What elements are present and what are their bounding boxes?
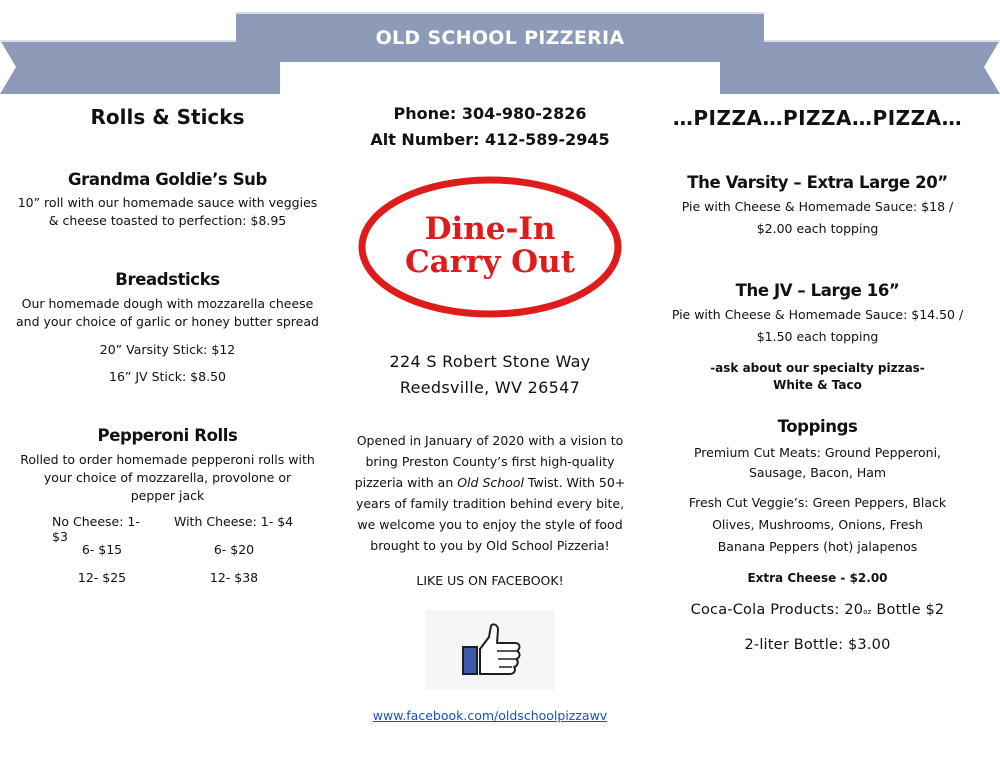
logo-text-carry-out: Carry Out: [404, 244, 576, 280]
item-desc-jv-2: $1.50 each topping: [756, 329, 879, 344]
price-with-cheese-6: 6- $20: [213, 542, 255, 557]
facebook-like-box[interactable]: [425, 610, 555, 690]
address-line-1: 224 S Robert Stone Way: [389, 352, 591, 371]
story-line-5: we welcome you to enjoy the style of food: [357, 517, 623, 532]
specialty-note: -ask about our specialty pizzas-: [710, 361, 925, 375]
price-no-cheese-6: 6- $15: [81, 542, 123, 557]
item-desc-sub-1: 10” roll with our homemade sauce with veggies: [17, 195, 318, 210]
item-desc-breadsticks-1: Our homemade dough with mozzarella cheese: [21, 296, 314, 311]
story-line-2: bring Preston County’s first high-quality: [365, 454, 615, 469]
section-heading-pizza: …PIZZA…PIZZA…PIZZA…: [672, 106, 963, 130]
item-desc-pepperoni-3: pepper jack: [130, 488, 205, 503]
toppings-veggies-3: Banana Peppers (hot) jalapenos: [717, 539, 918, 554]
toppings-meats-1: Premium Cut Meats: Ground Pepperoni,: [693, 445, 942, 460]
item-desc-varsity-2: $2.00 each topping: [756, 221, 879, 236]
toppings-meats-2: Sausage, Bacon, Ham: [748, 465, 887, 480]
item-desc-sub-2: & cheese toasted to perfection: $8.95: [48, 213, 287, 228]
section-heading-rolls-sticks: Rolls & Sticks: [90, 105, 245, 129]
toppings-heading: Toppings: [777, 417, 858, 436]
item-title-pepperoni-rolls: Pepperoni Rolls: [97, 426, 238, 445]
address-line-2: Reedsville, WV 26547: [399, 378, 581, 397]
item-title-sub: Grandma Goldie’s Sub: [68, 170, 267, 189]
story-line-1: Opened in January of 2020 with a vision to: [356, 433, 624, 448]
two-liter-price: 2-liter Bottle: $3.00: [744, 637, 891, 653]
coca-cola-bottle-price: Coca-Cola Products: 20oz Bottle $2: [690, 602, 945, 618]
story-emphasis-old-school: Old School: [457, 475, 524, 490]
specialty-types: White & Taco: [773, 378, 862, 392]
thumbs-up-icon: [461, 622, 523, 678]
dine-in-carry-out-logo: [355, 172, 625, 322]
toppings-veggies-2: Olives, Mushrooms, Onions, Fresh: [712, 517, 923, 532]
extra-cheese-price: Extra Cheese - $2.00: [747, 571, 888, 585]
banner-title: OLD SCHOOL PIZZERIA: [236, 12, 764, 62]
item-desc-pepperoni-1: Rolled to order homemade pepperoni rolls with: [20, 452, 315, 467]
toppings-veggies-1: Fresh Cut Veggie’s: Green Peppers, Black: [688, 495, 947, 510]
facebook-link[interactable]: www.facebook.com/oldschoolpizzawv: [372, 708, 608, 723]
item-desc-pepperoni-2: your choice of mozzarella, provolone or: [43, 470, 292, 485]
story-line-3: pizzeria with an Old School Twist. With 50+: [354, 475, 626, 490]
item-title-breadsticks: Breadsticks: [115, 270, 220, 289]
price-no-cheese-1: No Cheese: 1- $3: [52, 514, 140, 544]
story-line-6: brought to you by Old School Pizzeria!: [370, 538, 610, 553]
item-title-varsity: The Varsity – Extra Large 20”: [687, 173, 948, 192]
alt-phone-number: Alt Number: 412-589-2945: [370, 130, 610, 149]
price-with-cheese-12: 12- $38: [209, 570, 259, 585]
item-title-jv: The JV – Large 16”: [735, 281, 900, 300]
price-with-cheese-1: With Cheese: 1- $4: [174, 514, 294, 529]
item-desc-varsity-1: Pie with Cheese & Homemade Sauce: $18 /: [681, 199, 954, 214]
item-desc-breadsticks-2: and your choice of garlic or honey butter spread: [16, 314, 319, 329]
logo-text-dine-in: Dine-In: [424, 211, 556, 247]
story-line-4: years of family tradition behind every bite,: [355, 496, 625, 511]
like-us-text: LIKE US ON FACEBOOK!: [416, 573, 564, 588]
phone-number: Phone: 304-980-2826: [393, 104, 587, 123]
price-varsity-stick: 20” Varsity Stick: $12: [99, 342, 236, 357]
oz-unit: oz: [863, 608, 872, 616]
price-no-cheese-12: 12- $25: [77, 570, 127, 585]
item-desc-jv-1: Pie with Cheese & Homemade Sauce: $14.50 /: [671, 307, 964, 322]
price-jv-stick: 16” JV Stick: $8.50: [109, 369, 226, 384]
